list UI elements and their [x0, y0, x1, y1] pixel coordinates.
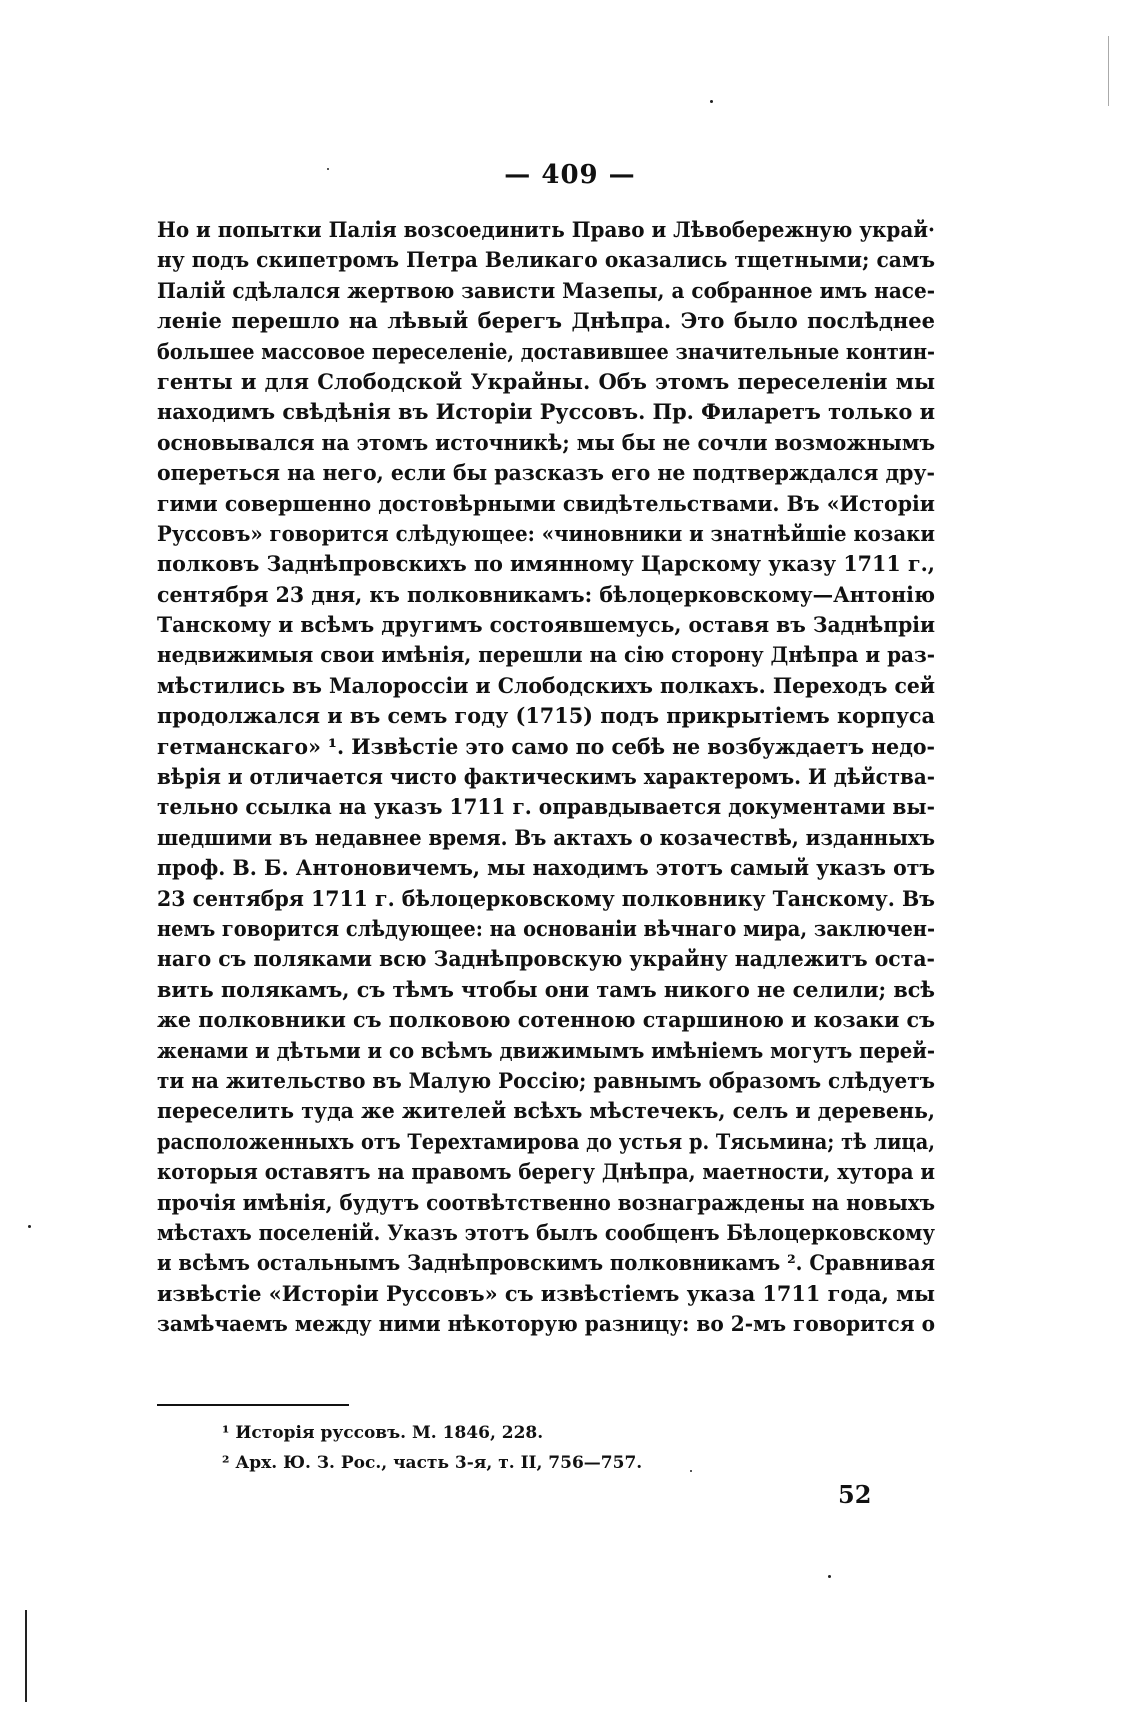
footnote: ² Арх. Ю. З. Рос., часть 3-я, т. II, 756—757. [222, 1453, 643, 1473]
body-text [157, 215, 935, 1339]
text-line: 23 сентября 1711 г. бѣлоцерковскому полковнику Танскому. Въ [157, 885, 935, 911]
text-line: опереться на него, если бы разсказъ его не подтверждался дру- [157, 460, 935, 486]
text-line: же полковники съ полковою сотенною старшиною и козаки съ [157, 1007, 936, 1033]
signature-mark: 52 [838, 1480, 872, 1509]
text-line: немъ говорится слѣдующее: на основаніи вѣчнаго мира, заключен- [157, 915, 935, 941]
text-line: проф. В. Б. Антоновичемъ, мы находимъ этотъ самый указъ отъ [157, 855, 936, 881]
text-line: основывался на этомъ источникѣ; мы бы не сочли возможнымъ [157, 429, 936, 455]
text-line: и всѣмъ остальнымъ Заднѣпровскимъ полковникамъ ². Сравнивая [157, 1250, 936, 1276]
scan-speck [28, 1225, 31, 1228]
text-line: вить полякамъ, съ тѣмъ чтобы они тамъ никого не селили; всѣ [157, 976, 936, 1002]
scan-speck [828, 1575, 831, 1578]
text-line: сентября 23 дня, къ полковникамъ: бѣлоцерковскому—Антонію [157, 581, 935, 607]
text-line: мѣстились въ Малороссіи и Слободскихъ полкахъ. Переходъ сей [157, 672, 936, 698]
text-line: ти на жительство въ Малую Россію; равнымъ образомъ слѣдуетъ [157, 1067, 936, 1093]
text-line: находимъ свѣдѣнія въ Исторіи Руссовъ. Пр. Филаретъ только и [157, 399, 936, 425]
text-line: полковъ Заднѣпровскихъ по имянному Царскому указу 1711 г., [157, 551, 936, 577]
text-line: женами и дѣтьми и со всѣмъ движимымъ имѣніемъ могутъ перей- [157, 1037, 936, 1063]
text-line: большее массовое переселеніе, доставившее значительные контин- [157, 338, 936, 364]
scan-speck [710, 100, 713, 103]
footnote-divider [157, 1404, 349, 1406]
text-line: расположенныхъ отъ Терехтамирова до устья р. Тясьмина; тѣ лица, [157, 1128, 935, 1154]
text-line: леніе перешло на лѣвый берегъ Днѣпра. Это было послѣднее [157, 308, 936, 334]
footnotes [222, 1418, 742, 1478]
text-line: Но и попытки Палія возсоединить Право и Лѣвобережную украй· [157, 217, 935, 242]
text-line: наго съ поляками всю Заднѣпровскую украйну надлежитъ оста- [157, 946, 936, 972]
text-line: прочія имѣнія, будутъ соотвѣтственно вознаграждены на новыхъ [157, 1189, 936, 1215]
scan-edge-line [25, 1610, 27, 1702]
text-line: ну подъ скипетромъ Петра Великаго оказались тщетными; самъ [157, 247, 936, 273]
footnote: ¹ Исторія руссовъ. М. 1846, 228. [222, 1423, 544, 1443]
text-line: недвижимыя свои имѣнія, перешли на сію сторону Днѣпра и раз- [157, 642, 935, 668]
text-line: продолжался и въ семъ году (1715) подъ прикрытіемъ корпуса [157, 703, 935, 729]
text-line: Танскому и всѣмъ другимъ состоявшемусь, оставя въ Заднѣпріи [157, 612, 935, 638]
text-line: гетманскаго» ¹. Извѣстіе это само по себѣ не возбуждаетъ недо- [157, 733, 936, 759]
scan-speck [327, 168, 329, 170]
text-line: тельно ссылка на указъ 1711 г. оправдывается документами вы- [157, 794, 935, 820]
text-line: которыя оставятъ на правомъ берегу Днѣпра, маетности, хутора и [157, 1159, 935, 1185]
text-line: извѣстіе «Исторіи Руссовъ» съ извѣстіемъ указа 1711 года, мы [157, 1280, 936, 1306]
text-line: замѣчаемъ между ними нѣкоторую разницу: во 2-мъ говорится о [157, 1311, 936, 1337]
text-line: Руссовъ» говорится слѣдующее: «чиновники и знатнѣйшіе козаки [157, 520, 935, 546]
text-line: вѣрія и отличается чисто фактическимъ характеромъ. И дѣйства- [157, 764, 935, 790]
scan-speck [690, 1470, 692, 1472]
text-line: генты и для Слободской Украйны. Объ этомъ переселеніи мы [157, 368, 935, 394]
text-line: переселить туда же жителей всѣхъ мѣстечекъ, селъ и деревень, [157, 1098, 935, 1124]
text-line: мѣстахъ поселеній. Указъ этотъ былъ сообщенъ Бѣлоцерковскому [157, 1219, 935, 1245]
text-line: шедшими въ недавнее время. Въ актахъ о козачествѣ, изданныхъ [157, 824, 936, 850]
text-line: Палій сдѣлался жертвою зависти Мазепы, а собранное имъ насе- [157, 277, 936, 303]
page-number: — 409 — [504, 160, 636, 190]
text-line: гими совершенно достовѣрными свидѣтельствами. Въ «Исторіи [157, 490, 935, 516]
scan-edge-line [1108, 36, 1109, 106]
